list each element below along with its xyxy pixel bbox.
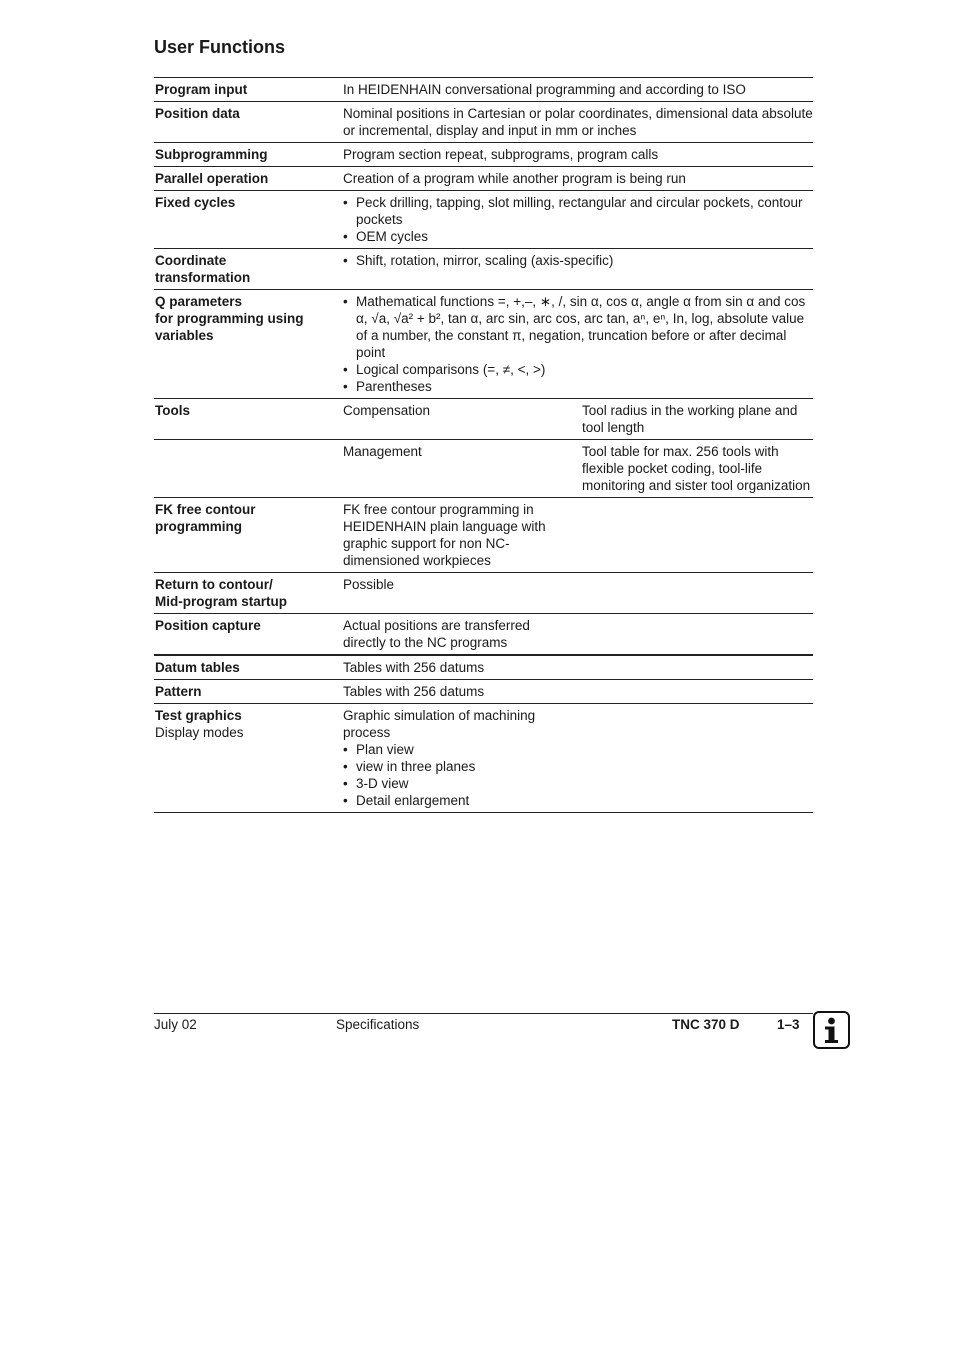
list-item: • Mathematical functions =, +,–, ∗, /, sin α, cos α, angle α from sin α and cos α, √a, √a² + b², tan α, arc sin, arc cos, arc tan, aⁿ, eⁿ, In, log, absolute value of a number, the constant π, negation, truncation before or after decimal point (343, 293, 813, 361)
bullet-list (343, 741, 813, 809)
list-item: • Parentheses (343, 378, 813, 395)
tools-management (154, 439, 813, 497)
tools-compensation (343, 399, 813, 439)
row-label-line: Coordinate (155, 253, 227, 268)
table-row-fk-programming (154, 498, 813, 573)
row-label (154, 290, 343, 398)
footer-page-number: 1–3 (777, 1017, 800, 1032)
row-value-text: Graphic simulation of machining process (343, 708, 536, 740)
row-value: Nominal positions in Cartesian or polar coordinates, dimensional data absolute or incremental, display and input in mm or inches (343, 106, 813, 138)
row-label (154, 249, 343, 289)
row-label: Position data (155, 106, 240, 121)
row-value (343, 399, 813, 497)
footer-divider (154, 1013, 813, 1014)
row-value (343, 290, 813, 398)
list-item: • 3-D view (343, 775, 813, 792)
footer-section: Specifications (336, 1017, 420, 1032)
row-value: Tables with 256 datums (343, 684, 485, 699)
row-value: Creation of a program while another program is being run (343, 171, 686, 186)
table-row-test-graphics (154, 704, 813, 813)
row-value (343, 614, 813, 654)
row-label: Fixed cycles (155, 195, 236, 210)
row-value (343, 498, 813, 572)
sub-value: Tool table for max. 256 tools with flexible pocket coding, tool-life monitoring and sister tool organization (582, 444, 811, 493)
user-functions-table (154, 77, 813, 813)
table-row-subprogramming (154, 143, 813, 167)
row-label-line: for programming using (155, 311, 304, 326)
table-row-program-input (154, 78, 813, 102)
sub-label: Compensation (343, 403, 431, 418)
table-row-tools (154, 399, 813, 498)
row-value: Possible (343, 577, 395, 592)
row-label: Tools (155, 403, 190, 418)
info-icon (813, 1011, 850, 1049)
row-value: Tables with 256 datums (343, 660, 485, 675)
row-label: Datum tables (155, 660, 240, 675)
bullet-list (343, 194, 813, 245)
row-value: In HEIDENHAIN conversational programming and according to ISO (343, 82, 746, 97)
table-row-position-data (154, 102, 813, 143)
footer-date: July 02 (154, 1017, 197, 1032)
list-item: • OEM cycles (343, 228, 813, 245)
list-item: • Detail enlargement (343, 792, 813, 809)
sub-value: Tool radius in the working plane and tool length (582, 403, 798, 435)
page-title: User Functions (154, 37, 286, 57)
row-label: Pattern (155, 684, 202, 699)
row-label (154, 573, 343, 613)
table-row-coordinate-transformation (154, 249, 813, 290)
table-row-parallel-operation (154, 167, 813, 191)
row-value (343, 249, 813, 289)
row-label (154, 498, 343, 572)
row-label-line: Mid-program startup (155, 594, 288, 609)
table-row-fixed-cycles (154, 191, 813, 249)
table-row-position-capture (154, 614, 813, 656)
row-label: Parallel operation (155, 171, 269, 186)
row-label-line: Q parameters (155, 294, 243, 309)
row-value: Program section repeat, subprograms, program calls (343, 147, 659, 162)
table-row-return-to-contour (154, 573, 813, 614)
row-label-line: Test graphics (155, 708, 242, 723)
row-sublabel: Display modes (155, 725, 244, 740)
table-row-datum-tables (154, 656, 813, 680)
row-label-line: variables (155, 328, 214, 343)
row-label: Position capture (155, 618, 261, 633)
bullet-list (343, 252, 813, 269)
list-item: • Shift, rotation, mirror, scaling (axis-specific) (343, 252, 813, 269)
row-label-line: Return to contour/ (155, 577, 273, 592)
row-label: Program input (155, 82, 248, 97)
row-label: Subprogramming (155, 147, 268, 162)
footer-model: TNC 370 D (672, 1017, 740, 1032)
list-item: • view in three planes (343, 758, 813, 775)
table-row-q-parameters (154, 290, 813, 399)
row-value (343, 191, 813, 248)
sub-label: Management (343, 444, 422, 459)
list-item: • Logical comparisons (=, ≠, <, >) (343, 361, 813, 378)
row-label-line: FK free contour (155, 502, 256, 517)
list-item: • Plan view (343, 741, 813, 758)
row-value (343, 704, 813, 812)
info-glyph-icon (815, 1013, 848, 1047)
row-value-text: FK free contour programming in HEIDENHAIN plain language with graphic support for non NC-dimensioned workpieces (343, 502, 546, 568)
bullet-list (343, 293, 813, 395)
row-value-text: Actual positions are transferred directly to the NC programs (343, 618, 530, 650)
table-row-pattern (154, 680, 813, 704)
list-item: • Peck drilling, tapping, slot milling, rectangular and circular pockets, contour pockets (343, 194, 813, 228)
row-label (154, 704, 343, 812)
row-label-line: transformation (155, 270, 251, 285)
row-label-line: programming (155, 519, 243, 534)
